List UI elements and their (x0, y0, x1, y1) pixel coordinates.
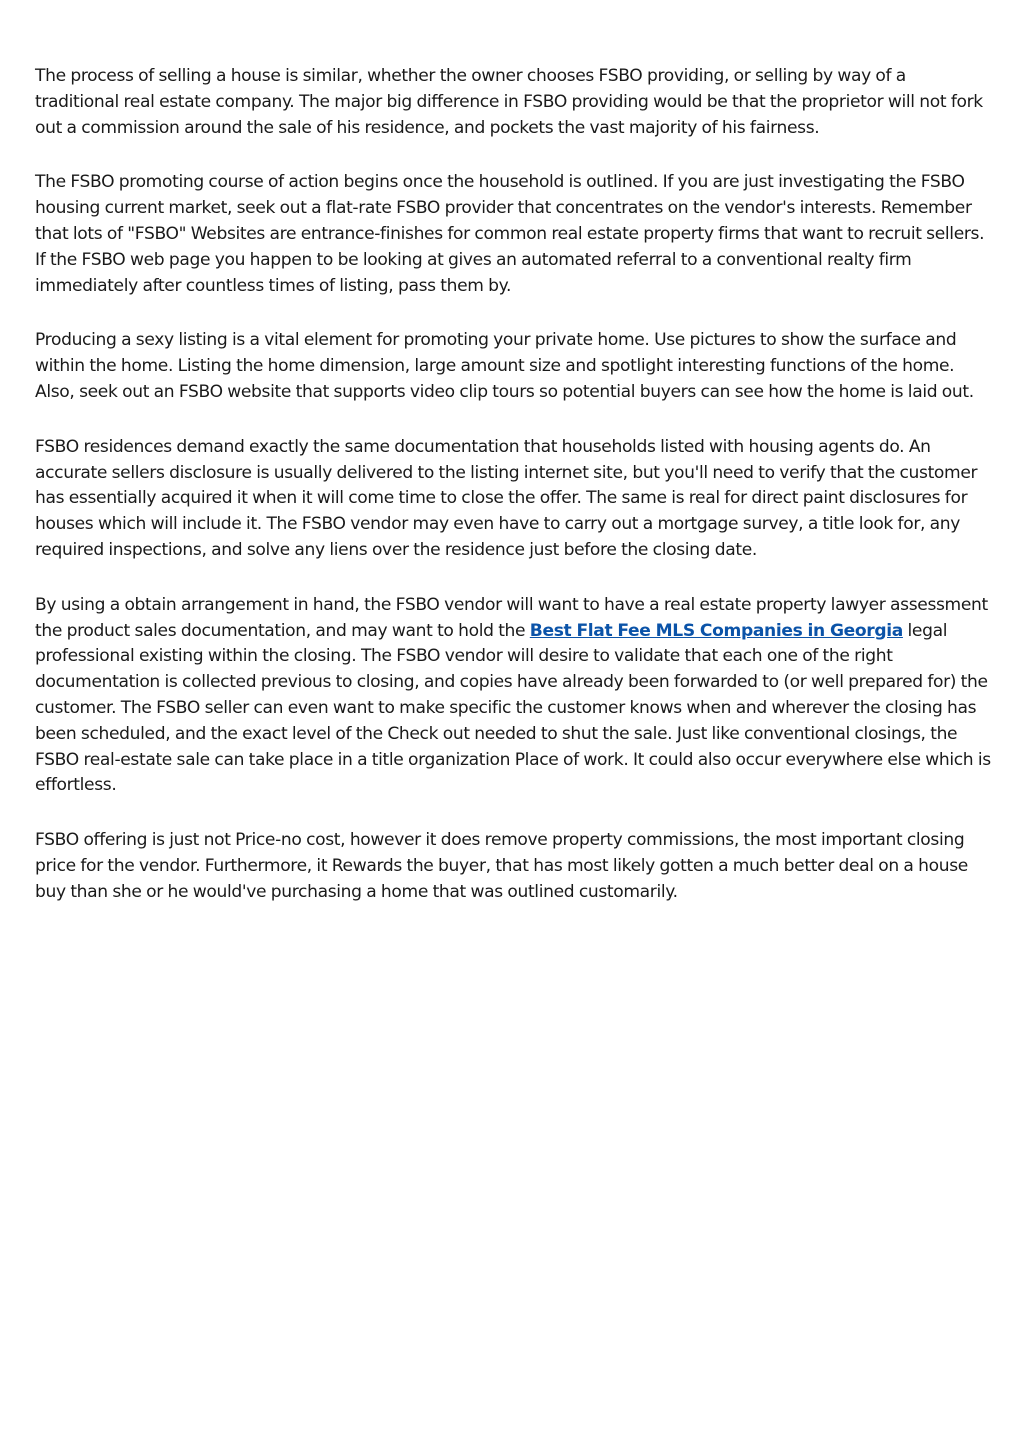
paragraph-closing-before: By using a obtain arrangement in hand, the FSBO vendor will want to have a real estate property lawyer assessment the product sales documentation, and may want to hold the (35, 594, 988, 641)
mls-companies-link[interactable]: Best Flat Fee MLS Companies in Georgia (529, 620, 903, 641)
paragraph-closing-after: legal professional existing within the closing. The FSBO vendor will desire to validate that each one of the right documentation is collected previous to closing, and copies have already been forwarded to (or well prepared for) the customer. The FSBO seller can even want to make specific the customer knows when and wherever the closing has been scheduled, and the exact level of the Check out needed to shut the sale. Just like conventional closings, the FSBO real-estate sale can take place in a title organization Place of work. It could also occur everywhere else which is effortless. (35, 620, 991, 796)
paragraph-selling-process: The process of selling a house is similar, whether the owner chooses FSBO providing, or selling by way of a traditional real estate company. The major big difference in FSBO providing would be that the proprietor will not fork out a commission around the sale of his residence, and pockets the vast majority of his fairness. (35, 66, 983, 138)
paragraph-fsbo-promoting: The FSBO promoting course of action begins once the household is outlined. If you are just investigating the FSBO housing current market, seek out a flat-rate FSBO provider that concentrates on the vendor's interests. Remember that lots of "FSBO" Websites are entrance-finishes for common real estate property firms that want to recruit sellers. If the FSBO web page you happen to be looking at gives an automated referral to a conventional realty firm immediately after countless times of listing, pass them by. (35, 172, 985, 296)
document-body (35, 64, 993, 935)
paragraph-documentation: FSBO residences demand exactly the same documentation that households listed with housing agents do. An accurate sellers disclosure is usually delivered to the listing internet site, but you'll need to verify that the customer has essentially acquired it when it will come time to close the offer. The same is real for direct paint disclosures for houses which will include it. The FSBO vendor may even have to carry out a mortgage survey, a title look for, any required inspections, and solve any liens over the residence just before the closing date. (35, 436, 978, 560)
paragraph-conclusion: FSBO offering is just not Price-no cost, however it does remove property commissions, the most important closing price for the vendor. Furthermore, it Rewards the buyer, that has most likely gotten a much better deal on a house buy than she or he would've purchasing a home that was outlined customarily. (35, 830, 968, 902)
paragraph-closing (35, 593, 993, 799)
paragraph-listing: Producing a sexy listing is a vital element for promoting your private home. Use pictures to show the surface and within the home. Listing the home dimension, large amount size and spotlight interesting functions of the home. Also, seek out an FSBO website that supports video clip tours so potential buyers can see how the home is laid out. (35, 330, 974, 402)
